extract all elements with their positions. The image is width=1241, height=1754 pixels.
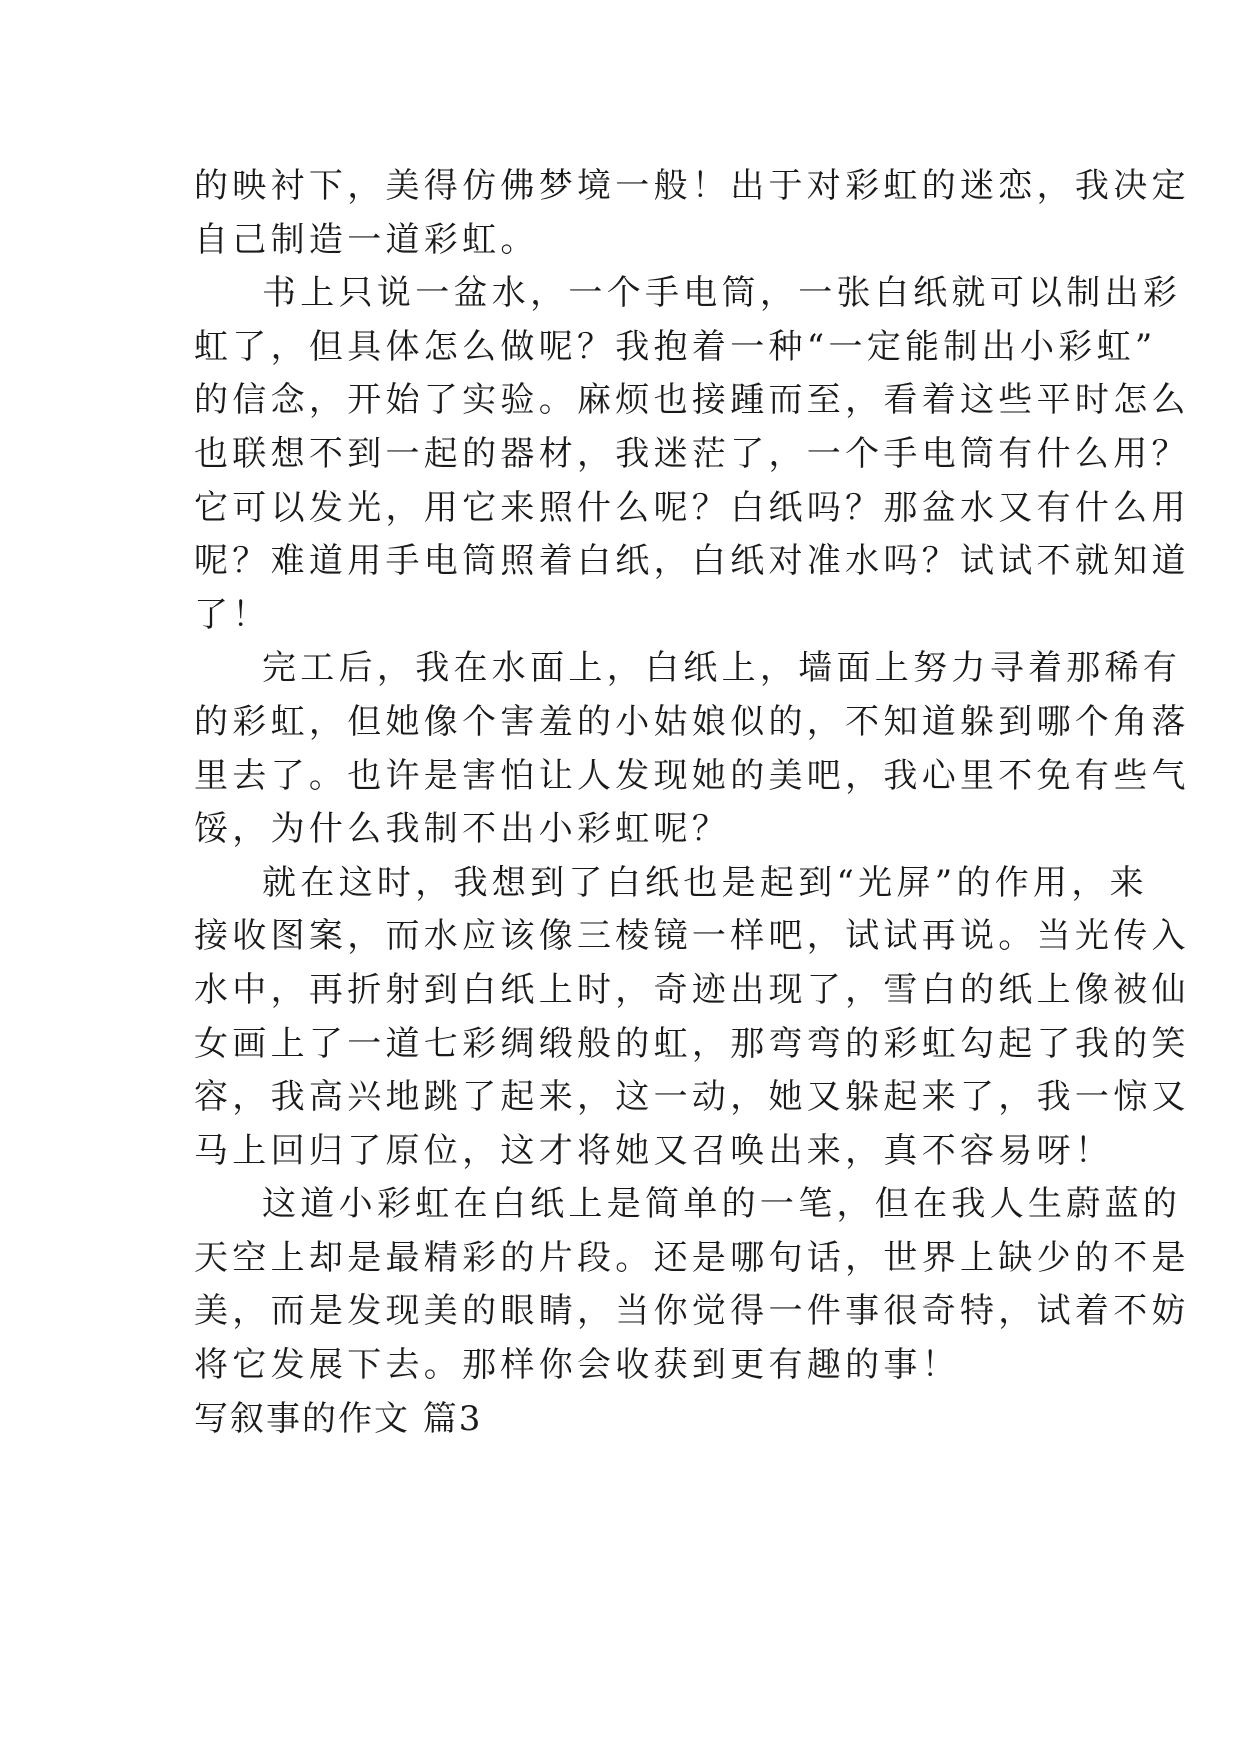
paragraph-first-line: 书上只说一盆水，一个手电筒，一张白纸就可以制出彩 — [262, 273, 1182, 314]
text-line: 天空上却是最精彩的片段。还是哪句话，世界上缺少的不是 — [194, 1237, 1190, 1278]
section-heading: 写叙事的作文 篇3 — [194, 1398, 483, 1439]
text-line: 女画上了一道七彩绸缎般的虹，那弯弯的彩虹勾起了我的笑 — [194, 1023, 1190, 1064]
text-line: 它可以发光，用它来照什么呢？白纸吗？那盆水又有什么用 — [194, 487, 1190, 528]
text-line: 的映衬下，美得仿佛梦境一般！出于对彩虹的迷恋，我决定 — [194, 166, 1190, 206]
text-line: 也联想不到一起的器材，我迷茫了，一个手电筒有什么用？ — [194, 433, 1190, 474]
text-line: 呢？难道用手电筒照着白纸，白纸对准水吗？试试不就知道 — [194, 541, 1190, 582]
paragraph-first-line: 完工后，我在水面上，白纸上，墙面上努力寻着那稀有 — [262, 648, 1182, 689]
text-line: 马上回归了原位，这才将她又召唤出来，真不容易呀！ — [194, 1130, 1114, 1171]
text-line: 美，而是发现美的眼睛，当你觉得一件事很奇特，试着不妨 — [194, 1291, 1190, 1332]
text-line: 接收图案，而水应该像三棱镜一样吧，试试再说。当光传入 — [194, 916, 1190, 957]
text-line: 的信念，开始了实验。麻烦也接踵而至，看着这些平时怎么 — [194, 380, 1190, 421]
text-line: 馁，为什么我制不出小彩虹呢？ — [194, 809, 731, 850]
text-line: 了！ — [194, 594, 271, 635]
text-line: 自己制造一道彩虹。 — [194, 219, 539, 260]
text-line: 容，我高兴地跳了起来，这一动，她又躲起来了，我一惊又 — [194, 1077, 1190, 1118]
text-line: 将它发展下去。那样你会收获到更有趣的事！ — [194, 1345, 960, 1386]
text-line: 水中，再折射到白纸上时，奇迹出现了，雪白的纸上像被仙 — [194, 969, 1190, 1010]
document-body — [194, 160, 1190, 1446]
paragraph-first-line: 就在这时，我想到了白纸也是起到“光屏”的作用，来 — [262, 862, 1148, 903]
text-line: 虹了，但具体怎么做呢？我抱着一种“一定能制出小彩虹” — [194, 326, 1157, 367]
paragraph-first-line: 这道小彩虹在白纸上是简单的一笔，但在我人生蔚蓝的 — [262, 1184, 1182, 1225]
text-line: 的彩虹，但她像个害羞的小姑娘似的，不知道躲到哪个角落 — [194, 701, 1190, 742]
text-line: 里去了。也许是害怕让人发现她的美吧，我心里不免有些气 — [194, 755, 1190, 796]
